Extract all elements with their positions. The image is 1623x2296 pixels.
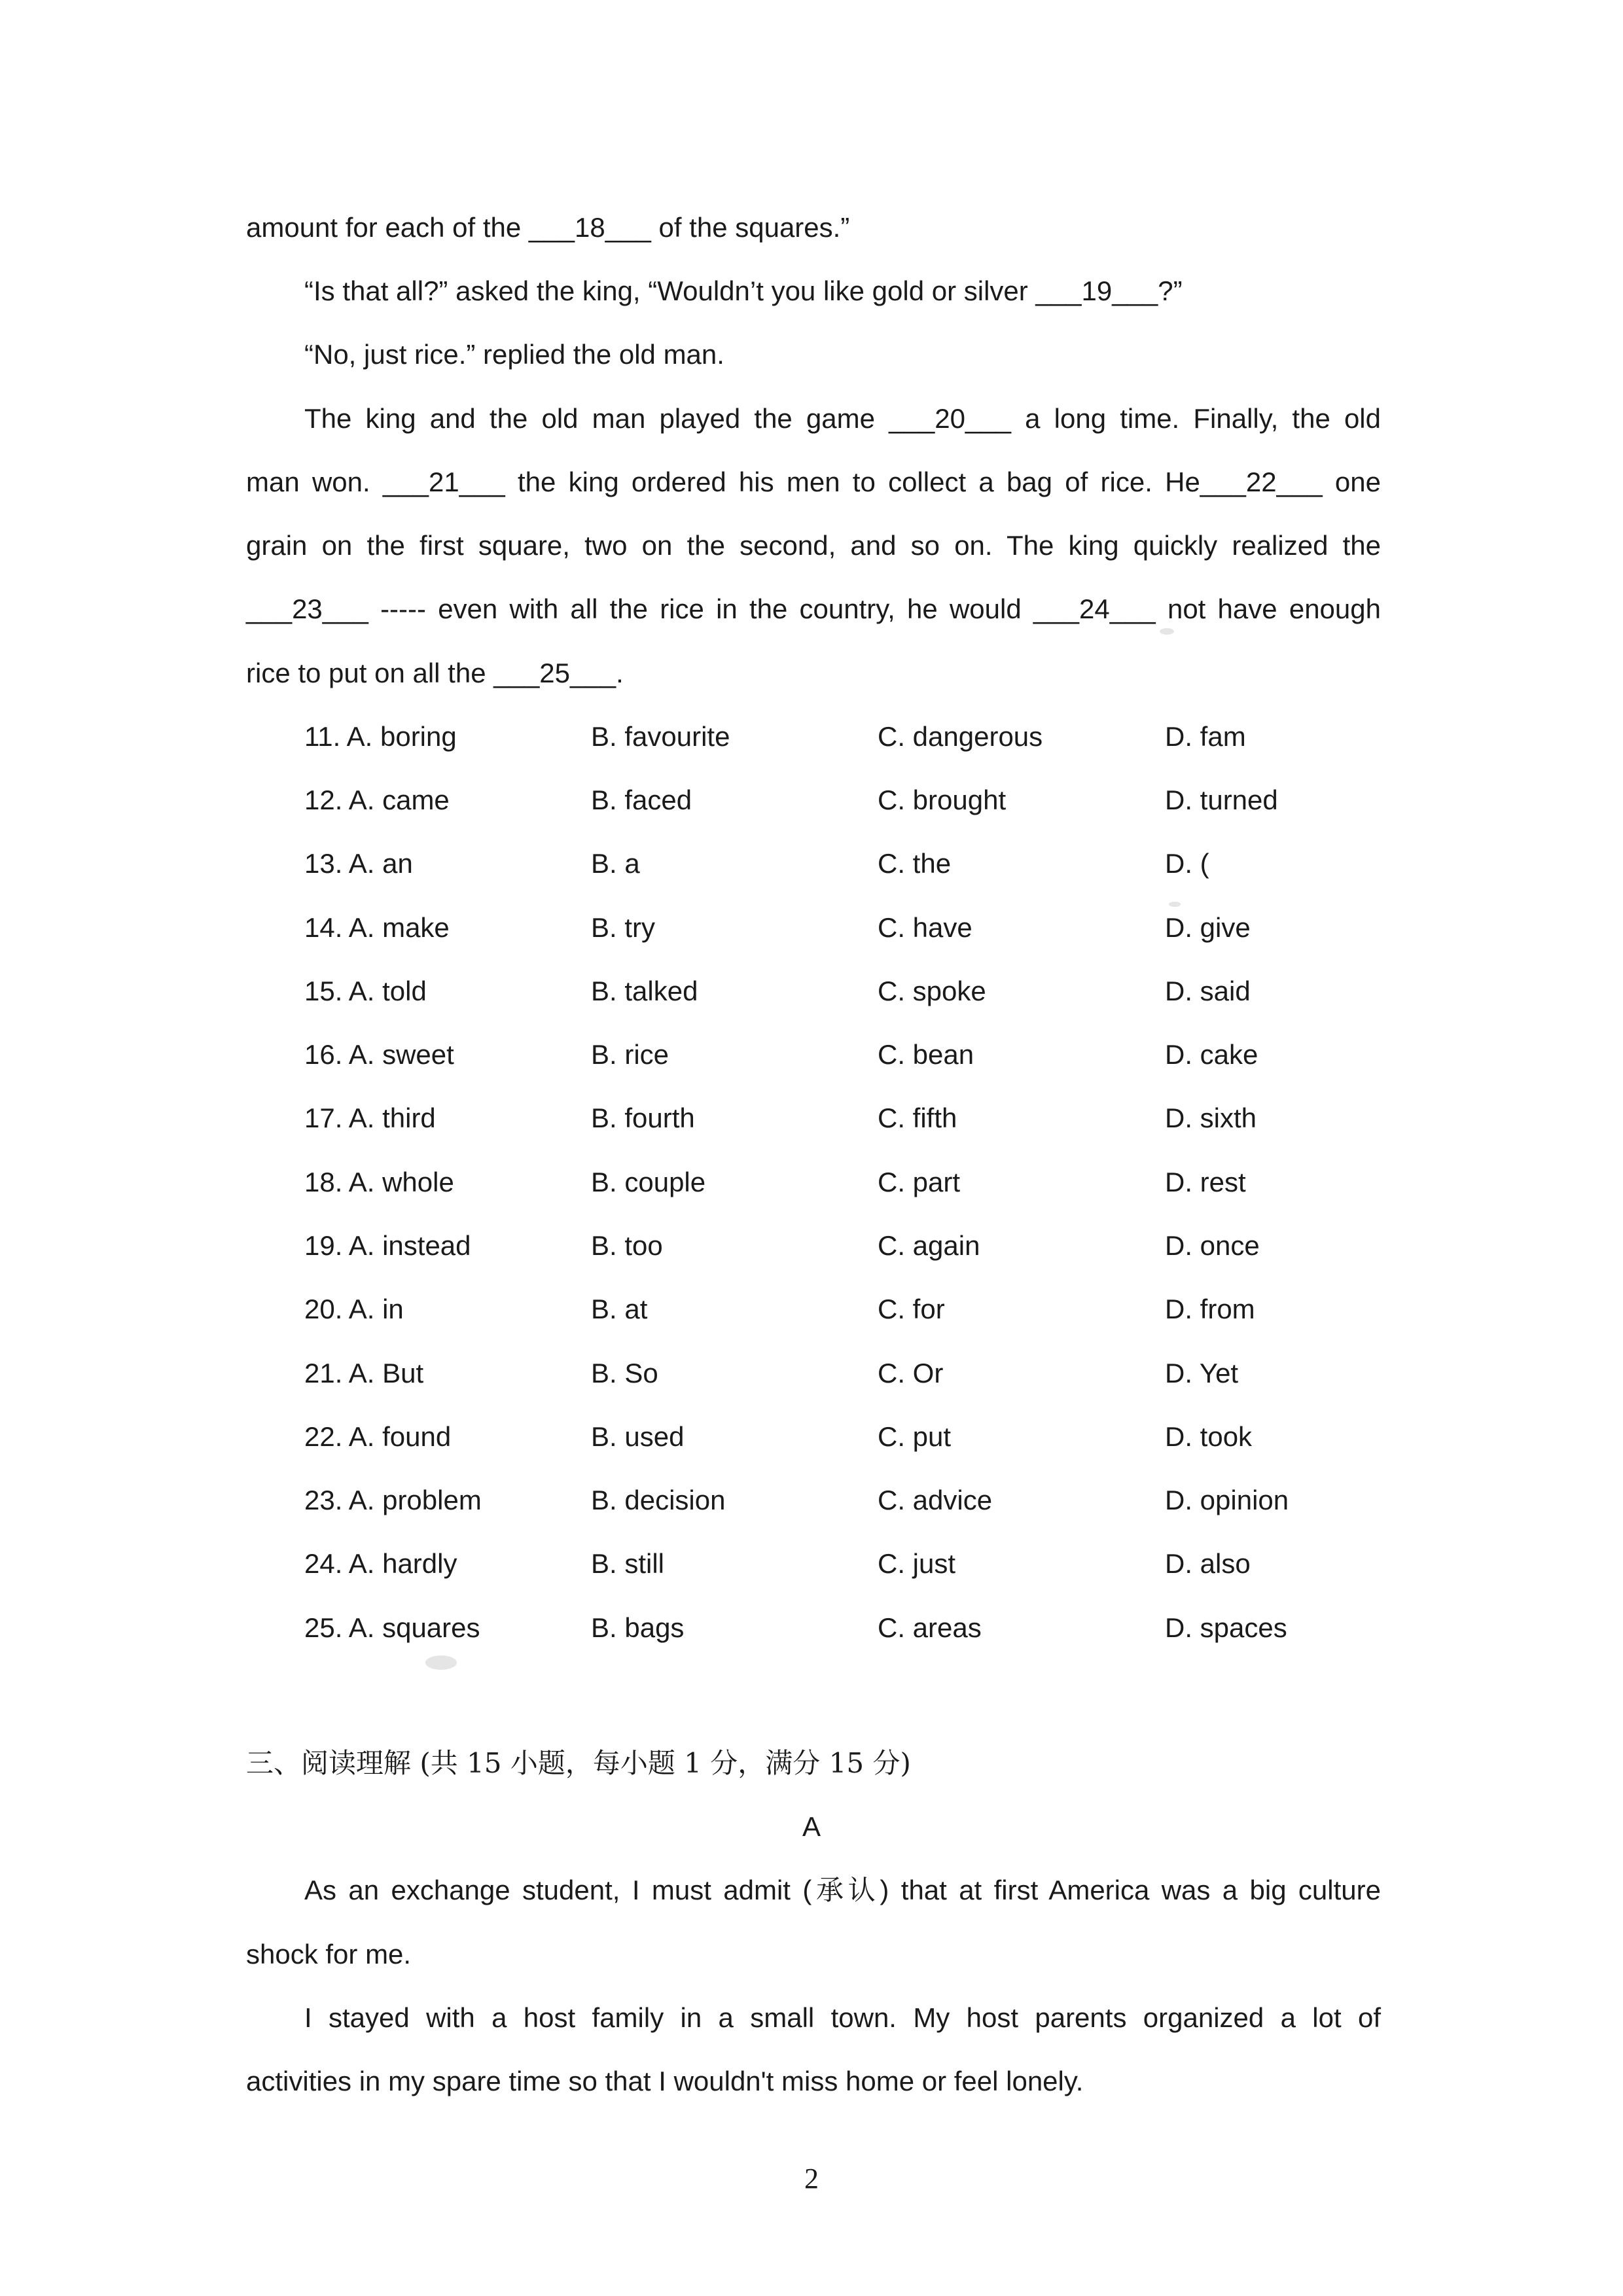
option-row — [0, 1417, 1623, 1457]
option-b: B. fourth — [591, 1103, 695, 1133]
option-c: C. just — [878, 1548, 956, 1579]
passage-line: “No, just rice.” replied the old man. — [304, 339, 724, 370]
scan-smudge — [1169, 902, 1181, 907]
option-b: B. bags — [591, 1612, 685, 1643]
option-a: 15. A. told — [304, 976, 427, 1006]
option-d: D. rest — [1165, 1167, 1246, 1197]
option-c: C. fifth — [878, 1103, 957, 1133]
passage-line: amount for each of the ___18___ of the squares.” — [246, 212, 850, 243]
option-a: 17. A. third — [304, 1103, 436, 1133]
option-c: C. dangerous — [878, 721, 1043, 752]
reading-line: I stayed with a host family in a small town. My host parents organized a lot of — [304, 2002, 1381, 2033]
option-d: D. also — [1165, 1548, 1251, 1579]
reading-line: shock for me. — [246, 1939, 412, 1969]
option-a: 24. A. hardly — [304, 1548, 457, 1579]
option-d: D. Yet — [1165, 1358, 1239, 1388]
option-row — [0, 844, 1623, 883]
reading-line: As an exchange student, I must admit (承认) that at first America was a big culture — [304, 1875, 1381, 1905]
option-row — [0, 717, 1623, 756]
option-a: 13. A. an — [304, 848, 413, 879]
option-b: B. at — [591, 1294, 648, 1324]
option-c: C. Or — [878, 1358, 944, 1388]
option-c: C. put — [878, 1421, 952, 1452]
passage-line: “Is that all?” asked the king, “Wouldn’t you like gold or silver ___19___?” — [304, 275, 1183, 306]
option-row — [0, 1544, 1623, 1583]
option-a: 19. A. instead — [304, 1230, 471, 1261]
option-a: 21. A. But — [304, 1358, 424, 1388]
option-row — [0, 972, 1623, 1011]
option-a: 20. A. in — [304, 1294, 404, 1324]
passage-line: man won. ___21___ the king ordered his men to collect a bag of rice. He___22___ one — [246, 467, 1381, 497]
option-a: 14. A. make — [304, 912, 450, 943]
scan-smudge — [425, 1655, 457, 1670]
option-d: D. ( — [1165, 848, 1209, 879]
option-d: D. opinion — [1165, 1485, 1289, 1515]
option-d: D. said — [1165, 976, 1251, 1006]
passage-line: The king and the old man played the game ___20___ a long time. Finally, the old — [304, 403, 1381, 434]
option-row — [0, 1035, 1623, 1074]
option-b: B. a — [591, 848, 640, 879]
option-a: 23. A. problem — [304, 1485, 482, 1515]
reading-line: activities in my spare time so that I wouldn't miss home or feel lonely. — [246, 2066, 1084, 2096]
option-b: B. still — [591, 1548, 665, 1579]
option-d: D. took — [1165, 1421, 1253, 1452]
option-c: C. again — [878, 1230, 980, 1261]
option-row — [0, 1481, 1623, 1520]
option-b: B. too — [591, 1230, 663, 1261]
passage-line: rice to put on all the ___25___. — [246, 658, 624, 688]
option-c: C. advice — [878, 1485, 993, 1515]
page-number: 2 — [804, 2163, 819, 2195]
option-c: C. areas — [878, 1612, 982, 1643]
option-d: D. sixth — [1165, 1103, 1257, 1133]
option-c: C. brought — [878, 785, 1007, 815]
option-a: 12. A. came — [304, 785, 450, 815]
passage-line: grain on the first square, two on the second, and so on. The king quickly realized the — [246, 530, 1381, 561]
option-row — [0, 781, 1623, 820]
option-b: B. decision — [591, 1485, 726, 1515]
option-b: B. So — [591, 1358, 658, 1388]
option-a: 22. A. found — [304, 1421, 452, 1452]
option-b: B. faced — [591, 785, 692, 815]
option-d: D. spaces — [1165, 1612, 1287, 1643]
option-row — [0, 1099, 1623, 1138]
option-c: C. spoke — [878, 976, 986, 1006]
option-c: C. bean — [878, 1039, 974, 1070]
option-row — [0, 1290, 1623, 1329]
option-row — [0, 908, 1623, 947]
option-a: 18. A. whole — [304, 1167, 454, 1197]
option-b: B. try — [591, 912, 656, 943]
option-b: B. couple — [591, 1167, 706, 1197]
option-d: D. turned — [1165, 785, 1278, 815]
option-d: D. from — [1165, 1294, 1255, 1324]
option-c: C. the — [878, 848, 952, 879]
reading-passage-label: A — [802, 1811, 821, 1842]
scan-smudge — [1160, 628, 1174, 635]
option-a: 11. A. boring — [304, 721, 457, 752]
option-c: C. have — [878, 912, 972, 943]
option-b: B. used — [591, 1421, 685, 1452]
option-row — [0, 1354, 1623, 1393]
option-row — [0, 1226, 1623, 1265]
option-c: C. part — [878, 1167, 961, 1197]
option-b: B. rice — [591, 1039, 669, 1070]
option-d: D. give — [1165, 912, 1251, 943]
option-d: D. cake — [1165, 1039, 1258, 1070]
option-d: D. once — [1165, 1230, 1260, 1261]
option-row — [0, 1608, 1623, 1648]
option-b: B. talked — [591, 976, 698, 1006]
option-b: B. favourite — [591, 721, 730, 752]
option-a: 25. A. squares — [304, 1612, 480, 1643]
section-title: 三、阅读理解 (共 15 小题，每小题 1 分，满分 15 分) — [246, 1747, 911, 1779]
option-c: C. for — [878, 1294, 945, 1324]
option-row — [0, 1163, 1623, 1202]
option-a: 16. A. sweet — [304, 1039, 454, 1070]
passage-line: ___23___ ----- even with all the rice in the country, he would ___24___ not have enough — [246, 593, 1381, 624]
option-d: D. fam — [1165, 721, 1246, 752]
